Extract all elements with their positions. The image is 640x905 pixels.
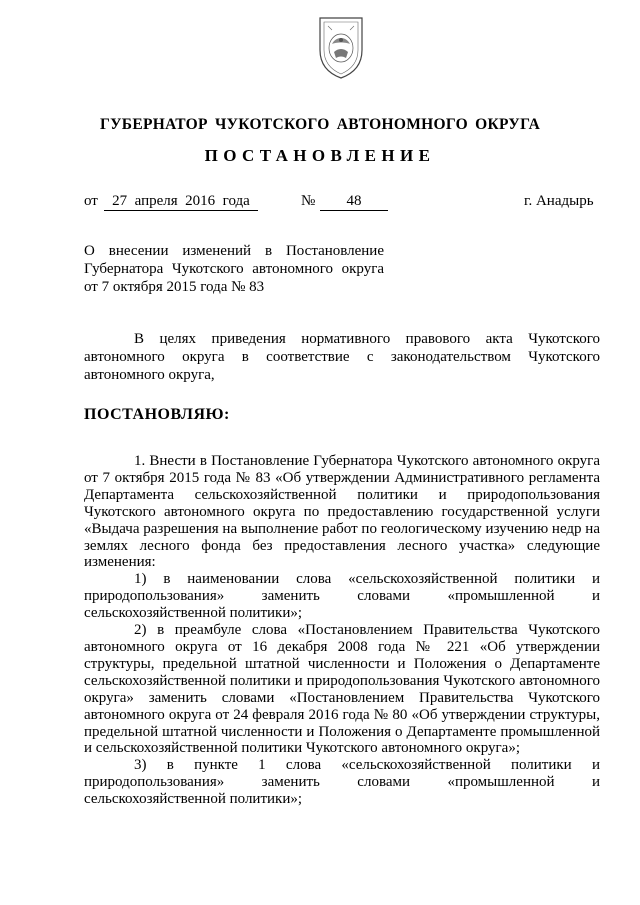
document-date: 27 апреля 2016 года <box>104 192 258 211</box>
number-sign: № <box>301 193 316 209</box>
subject-line: Губернатора Чукотского автономного округа <box>84 261 384 277</box>
document-city: г. Анадырь <box>524 193 594 209</box>
decree-item: 1. Внести в Постановление Губернатора Чукотского автономного округа от 7 октября 2015 года № 83 «Об утверждении Административного регламента Департамента сельскохозяйственной политики и природопользования Чукотского автономного округа по предоставлению государственной услуги «Выдача разрешения на выполнение работ по геологическому изучению недр на землях лесного фонда без предоставления лесного участка» следующие изменения: <box>84 453 600 571</box>
decree-body <box>84 453 600 808</box>
coat-of-arms-icon <box>316 14 366 80</box>
decree-item: 1) в наименовании слова «сельскохозяйственной политики и природопользования» заменить словами «промышленной и сельскохозяйственной политики»; <box>84 571 600 622</box>
date-prefix: от <box>84 193 98 209</box>
document-subject <box>84 242 384 296</box>
authority-title: ГУБЕРНАТОР ЧУКОТСКОГО АВТОНОМНОГО ОКРУГА <box>99 116 541 133</box>
document-number: 48 <box>320 192 388 211</box>
subject-line: О внесении изменений в Постановление <box>84 243 384 259</box>
decree-item: 2) в преамбуле слова «Постановлением Правительства Чукотского автономного округа от 16 декабря 2008 года № 221 «Об утверждении структуры, предельной штатной численности и Положения о Департаменте сельскохозяйственной политики и природопользования Чукотского автономного округа» заменить словами «Постановлением Правительства Чукотского автономного округа от 24 февраля 2016 года № 80 «Об утверждении структуры, предельной штатной численности и Положения о Департаменте промышленной и сельскохозяйственной политики Чукотского автономного округа»; <box>84 622 600 757</box>
subject-line: от 7 октября 2015 года № 83 <box>84 279 265 295</box>
document-type-title: ПОСТАНОВЛЕНИЕ <box>204 146 436 165</box>
decree-item: 3) в пункте 1 слова «сельскохозяйственной политики и природопользования» заменить словами «промышленной и сельскохозяйственной политики»; <box>84 757 600 808</box>
resolve-heading: ПОСТАНОВЛЯЮ: <box>84 406 230 423</box>
preamble-paragraph: В целях приведения нормативного правового акта Чукотского автономного округа в соответствие с законодательством Чукотского автономного округа, <box>84 331 600 383</box>
